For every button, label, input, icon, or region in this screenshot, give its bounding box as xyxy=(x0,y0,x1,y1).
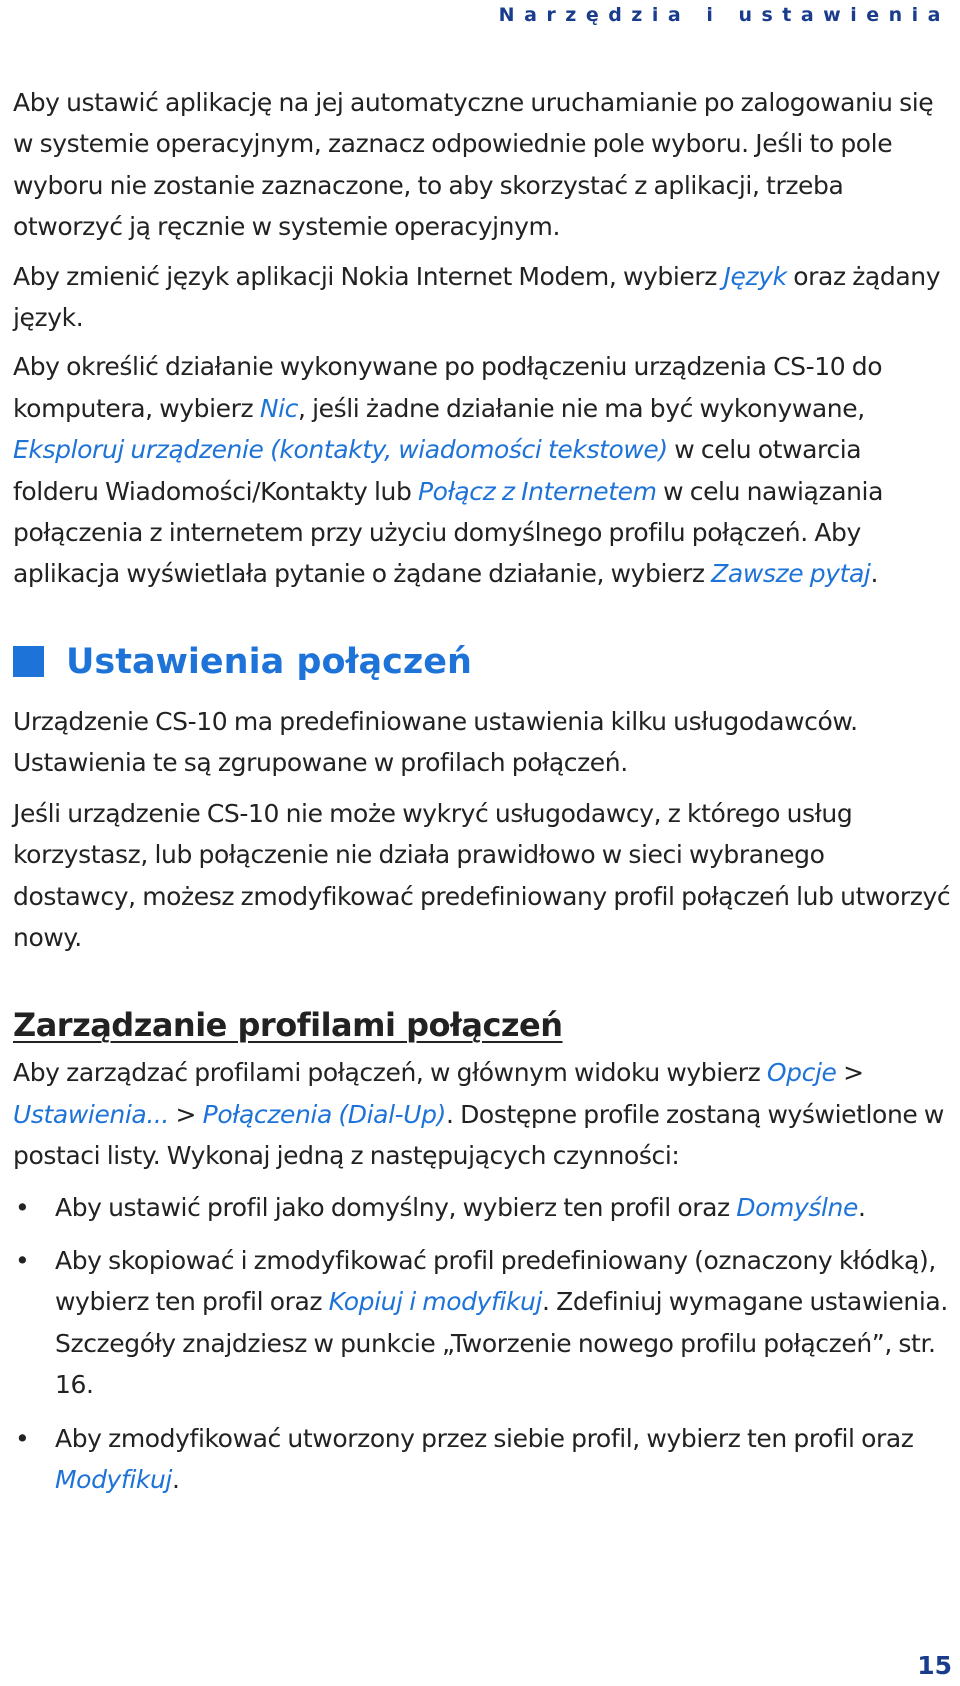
text-run: Aby ustawić profil jako domyślny, wybierz ten profil oraz xyxy=(55,1192,737,1222)
text-run: . Zdefiniuj wymagane ustawienia. Szczegóły znajdziesz w punkcie „Tworzenie nowego profilu połączeń”, str. 16. xyxy=(55,1287,948,1400)
menu-option-nic: Nic xyxy=(259,393,299,423)
text-run: > xyxy=(836,1058,864,1088)
menu-option-kopiuj-modyfikuj: Kopiuj i modyfikuj xyxy=(328,1287,543,1317)
paragraph-profiles-intro: Urządzenie CS-10 ma predefiniowane ustawienia kilku usługodawców. Ustawienia te są zgrupowane w profilach połączeń. xyxy=(13,706,858,778)
text-run: w celu nawiązania połączenia z internetem przy użyciu domyślnego profilu połączeń. Aby aplikacja wyświetlała pytanie o żądane działanie, wybierz xyxy=(13,476,884,589)
text-run: Aby określić działanie wykonywane po podłączeniu urządzenia CS-10 do komputera, wybierz xyxy=(13,352,883,423)
menu-option-polacz: Połącz z Internetem xyxy=(418,476,657,506)
text-run: oraz żądany język. xyxy=(13,261,941,333)
menu-option-jezyk: Język xyxy=(723,261,787,291)
text-run: Aby zmodyfikować utworzony przez siebie profil, wybierz ten profil oraz xyxy=(55,1423,914,1453)
list-item xyxy=(13,1240,953,1406)
text-run: w celu otwarcia folderu Wiadomości/Kontakty lub xyxy=(13,435,862,506)
bullet-icon: • xyxy=(15,1423,30,1453)
menu-option-ustawienia: Ustawienia... xyxy=(13,1099,169,1129)
text-run: , jeśli żadne działanie nie ma być wykonywane, xyxy=(298,393,865,423)
text-run: Aby skopiować i zmodyfikować profil predefiniowany (oznaczony kłódką), wybierz ten profil oraz xyxy=(55,1245,936,1317)
menu-option-modyfikuj: Modyfikuj xyxy=(55,1464,172,1494)
text-run: . xyxy=(171,1464,180,1494)
text-run: . xyxy=(870,559,879,589)
menu-option-eksploruj: Eksploruj urządzenie (kontakty, wiadomości tekstowe) xyxy=(13,435,668,465)
list-item xyxy=(13,1418,953,1501)
list-item xyxy=(13,1187,953,1228)
menu-option-domyslne: Domyślne xyxy=(736,1192,858,1222)
running-header: Narzędzia i ustawienia xyxy=(498,4,950,26)
text-run: . xyxy=(858,1192,866,1222)
paragraph-profiles-modify: Jeśli urządzenie CS-10 nie może wykryć usługodawcy, z którego usług korzystasz, lub połączenie nie działa prawidłowo w sieci wybranego dostawcy, możesz zmodyfikować predefiniowany profil połączeń lub utworzyć nowy. xyxy=(13,798,951,952)
bullet-icon: • xyxy=(15,1245,30,1275)
paragraph-manage-profiles xyxy=(13,1052,953,1176)
section-square-icon xyxy=(13,646,44,677)
menu-option-opcje: Opcje xyxy=(766,1058,837,1088)
text-run: . Dostępne profile zostaną wyświetlone w postaci listy. Wykonaj jedną z następujących czynności: xyxy=(13,1099,944,1171)
text-run: Aby zmienić język aplikacji Nokia Internet Modem, wybierz xyxy=(13,261,724,291)
section-title: Ustawienia połączeń xyxy=(66,641,472,682)
page-content xyxy=(13,82,953,1512)
paragraph-language xyxy=(13,256,953,339)
profile-actions-list xyxy=(13,1187,953,1501)
section-heading xyxy=(13,633,953,691)
subsection-title: Zarządzanie profilami połączeń xyxy=(13,1006,563,1045)
menu-option-zawsze-pytaj: Zawsze pytaj xyxy=(711,559,871,589)
paragraph-autostart: Aby ustawić aplikację na jej automatyczne uruchamianie po zalogowaniu się w systemie operacyjnym, zaznacz odpowiednie pole wyboru. Jeśli to pole wyboru nie zostanie zaznaczone, to aby skorzystać z aplikacji, trzeba otworzyć ją ręcznie w systemie operacyjnym. xyxy=(13,88,934,242)
menu-option-polaczenia-dialup: Połączenia (Dial-Up) xyxy=(202,1099,446,1129)
text-run: Aby zarządzać profilami połączeń, w głównym widoku wybierz xyxy=(13,1058,767,1088)
paragraph-connect-action xyxy=(13,346,953,594)
text-run: > xyxy=(168,1099,203,1129)
bullet-icon: • xyxy=(15,1192,30,1222)
page-number: 15 xyxy=(917,1651,952,1680)
